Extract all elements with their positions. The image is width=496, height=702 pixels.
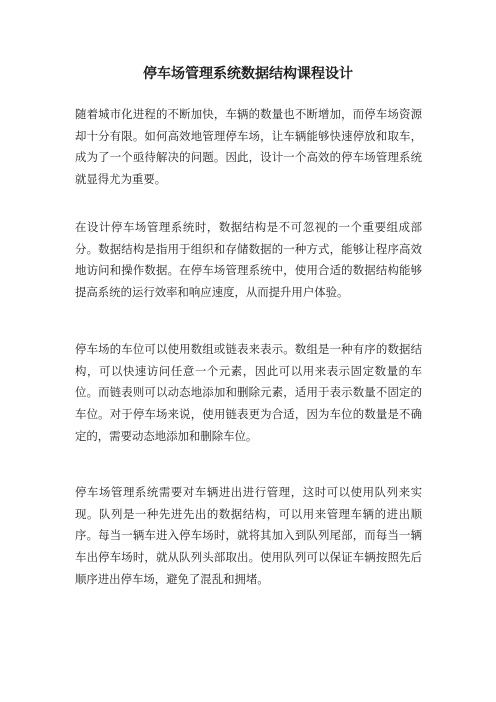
paragraph-queue: 停车场管理系统需要对车辆进出进行管理，这时可以使用队列来实现。队列是一种先进先出的数据结构，可以用来管理车辆的进出顺序。每当一辆车进入停车场时，就将其加入到队列尾部，而每当一辆车出停车场时，就从队列头部取出。使用队列可以保证车辆按照先后顺序进出停车场，避免了混乱和拥堵。 <box>75 485 422 586</box>
paragraph-parking-spaces: 停车场的车位可以使用数组或链表来表示。数组是一种有序的数据结构，可以快速访问任意一个元素，因此可以用来表示固定数量的车位。而链表则可以动态地添加和删除元素，适用于表示数量不固定的车位。对于停车场来说，使用链表更为合适，因为车位的数量是不确定的，需要动态地添加和删除车位。 <box>75 342 422 443</box>
document-title: 停车场管理系统数据结构课程设计 <box>143 66 353 82</box>
paragraph-intro: 随着城市化进程的不断加快，车辆的数量也不断增加，而停车场资源却十分有限。如何高效地管理停车场，让车辆能够快速停放和取车，成为了一个亟待解决的问题。因此，设计一个高效的停车场管理系统就显得尤为重要。 <box>75 107 422 187</box>
paragraph-data-structure: 在设计停车场管理系统时，数据结构是不可忽视的一个重要组成部分。数据结构是指用于组织和存储数据的一种方式，能够让程序高效地访问和操作数据。在停车场管理系统中，使用合适的数据结构能够提高系统的运行效率和响应速度，从而提升用户体验。 <box>75 220 422 300</box>
